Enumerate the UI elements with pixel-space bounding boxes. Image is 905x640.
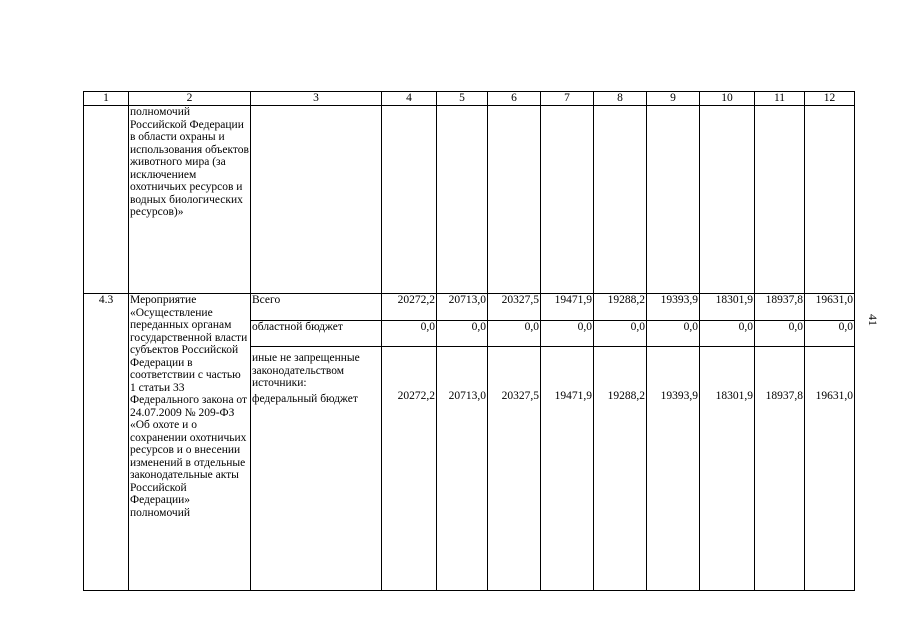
column-header: 10	[700, 92, 755, 106]
funding-source: иные не запрещенные законодательством источники:	[252, 352, 360, 389]
value-cell: 19471,9	[541, 294, 594, 321]
value-cell: 18937,8	[755, 294, 805, 321]
funding-source-cell	[251, 347, 382, 591]
value-cell: 19631,0	[805, 347, 855, 591]
value-cell: 19393,9	[647, 347, 700, 591]
value-cell: 0,0	[700, 321, 755, 347]
column-header: 1	[84, 92, 129, 106]
value-cell: 19471,9	[541, 347, 594, 591]
column-header: 8	[594, 92, 647, 106]
value-cell: 20272,2	[382, 294, 437, 321]
value-cell: 0,0	[594, 321, 647, 347]
empty-cell	[647, 106, 700, 294]
value-cell: 19288,2	[594, 294, 647, 321]
value-cell: 0,0	[755, 321, 805, 347]
value-cell: 19393,9	[647, 294, 700, 321]
value-cell: 19288,2	[594, 347, 647, 591]
value-cell: 20327,5	[488, 347, 541, 591]
page-number: 41	[866, 314, 880, 326]
value-cell: 0,0	[382, 321, 437, 347]
funding-source-sub: федеральный бюджет	[252, 392, 358, 405]
empty-cell	[700, 106, 755, 294]
value-cell: 18301,9	[700, 294, 755, 321]
empty-cell	[755, 106, 805, 294]
column-header: 11	[755, 92, 805, 106]
value-cell: 20272,2	[382, 347, 437, 591]
empty-cell	[251, 106, 382, 294]
column-header: 9	[647, 92, 700, 106]
value-cell: 0,0	[488, 321, 541, 347]
column-header: 4	[382, 92, 437, 106]
row-index: 4.3	[84, 294, 129, 591]
value-cell: 0,0	[437, 321, 488, 347]
value-cell: 18301,9	[700, 347, 755, 591]
column-header: 6	[488, 92, 541, 106]
column-header: 3	[251, 92, 382, 106]
row-index	[84, 106, 129, 294]
table-row-total	[84, 294, 855, 321]
funding-source: Всего	[251, 294, 382, 321]
row-description: полномочий Российской Федерации в области охраны и использования объектов животного мира (за исключением охотничьих ресурсов и водных биологических ресурсов)»	[129, 106, 251, 294]
value-cell: 20713,0	[437, 294, 488, 321]
empty-cell	[541, 106, 594, 294]
value-cell: 20713,0	[437, 347, 488, 591]
empty-cell	[594, 106, 647, 294]
budget-table	[83, 91, 855, 591]
empty-cell	[805, 106, 855, 294]
value-cell: 19631,0	[805, 294, 855, 321]
empty-cell	[488, 106, 541, 294]
empty-cell	[437, 106, 488, 294]
row-description: Мероприятие «Осуществление переданных органам государственной власти субъектов Российской Федерации в соответствии с частью 1 статьи 33 Федерального закона от 24.07.2009 № 209-ФЗ «Об охоте и о сохранении охотничьих ресурсов и о внесении изменений в отдельные законодательные акты Российской Федерации» полномочий	[129, 294, 251, 591]
column-header: 2	[129, 92, 251, 106]
value-cell: 0,0	[647, 321, 700, 347]
column-header: 12	[805, 92, 855, 106]
value-cell: 20327,5	[488, 294, 541, 321]
value-cell: 18937,8	[755, 347, 805, 591]
header-row	[84, 92, 855, 106]
value-cell: 0,0	[805, 321, 855, 347]
value-cell: 0,0	[541, 321, 594, 347]
empty-cell	[382, 106, 437, 294]
column-header: 7	[541, 92, 594, 106]
column-header: 5	[437, 92, 488, 106]
table-row-continuation	[84, 106, 855, 294]
funding-source: областной бюджет	[251, 321, 382, 347]
